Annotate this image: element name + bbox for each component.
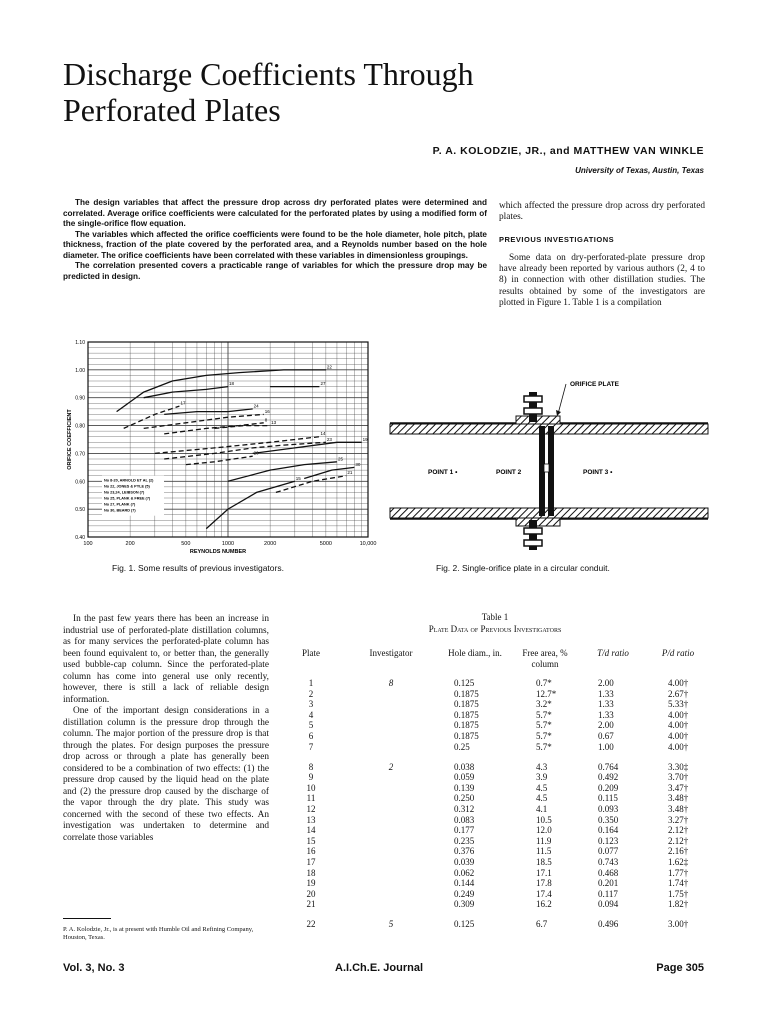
article-title xyxy=(63,56,474,128)
series-label: 24 xyxy=(253,403,259,409)
table-cell: 1.62‡ xyxy=(668,856,689,867)
table-cell: 18 xyxy=(306,867,316,878)
body-paragraph: Some data on dry-perforated-plate pressure drop have already been reported by various authors (2, 4 to 8) in connection with other distillation studies. The results obtained by some of the investigators are plotted in Figure 1. Table 1 is a compilation xyxy=(499,252,705,309)
table-row xyxy=(280,689,710,700)
x-tick-label: 200 xyxy=(125,541,135,547)
table-cell: 1.82† xyxy=(668,899,689,910)
table-header-cell: Hole diam., in. xyxy=(448,648,502,658)
table-cell: 11.9 xyxy=(536,835,552,846)
table-cell: 0.468 xyxy=(598,867,619,878)
table-header-cell: T/d ratio xyxy=(597,648,629,658)
series-label: 16 xyxy=(264,408,270,414)
table-cell: 4.1 xyxy=(536,803,548,814)
table-row xyxy=(280,878,710,889)
point-3-label: POINT 3 • xyxy=(583,469,613,476)
table-cell xyxy=(342,793,440,804)
table-cell: 16.2 xyxy=(536,899,552,910)
table-cell: 2 xyxy=(388,761,394,772)
series-label: 18 xyxy=(229,381,235,387)
footer-journal: A.I.Ch.E. Journal xyxy=(335,962,424,974)
series-line-20 xyxy=(186,456,253,464)
legend-entry: No 30, BEARD (7) xyxy=(104,508,136,513)
table-cell: 11.5 xyxy=(536,846,552,857)
y-tick-label: 0.90 xyxy=(75,395,85,402)
table-cell: 0.144 xyxy=(454,878,475,889)
figure-2-diagram xyxy=(388,372,710,562)
table-cell: 4 xyxy=(308,709,314,720)
table-cell: 3.48† xyxy=(668,793,689,804)
table-cell: 3.9 xyxy=(536,772,548,783)
table-cell: 4.00† xyxy=(668,720,689,731)
table-row xyxy=(280,783,710,794)
table-cell: 0.083 xyxy=(454,814,475,825)
orifice-plate-label: ORIFICE PLATE xyxy=(570,381,619,388)
table-cell: 0.209 xyxy=(598,782,619,793)
orifice-hole xyxy=(544,464,549,472)
table-cell: 8 xyxy=(308,761,314,772)
footer-volume: Vol. 3, No. 3 xyxy=(63,962,125,974)
table-cell: 16 xyxy=(306,846,316,857)
series-label: 21 xyxy=(347,470,353,476)
table-cell: 3.70† xyxy=(668,772,689,783)
table-cell: 0.039 xyxy=(454,856,475,867)
table-cell: 0.059 xyxy=(454,772,475,783)
table-cell: 14 xyxy=(306,825,316,836)
table-cell: 12.0 xyxy=(536,825,552,836)
table-row xyxy=(280,731,710,742)
table-cell: 1.33 xyxy=(598,709,614,720)
series-line-8 xyxy=(164,423,264,434)
table-cell: 0.062 xyxy=(454,867,475,878)
table-row xyxy=(280,889,710,900)
body-paragraph: In the past few years there has been an increase in industrial use of perforated-plate distillation columns, as for many services the perforated-plate column has been found equivalent to, or better than, the generally used bubble-cap column. Since the perforated-plate column has come into general use only recently, however, there is still a lack of reliable design information. xyxy=(63,614,269,705)
table-cell: 0.67 xyxy=(598,730,614,741)
series-label: 23 xyxy=(326,436,332,442)
table-cell: 2.67† xyxy=(668,688,689,699)
point-2-label: POINT 2 xyxy=(496,469,522,476)
title-line-2: Perforated Plates xyxy=(63,92,281,128)
table-header-cell: P/d ratio xyxy=(661,648,695,658)
table-cell: 5.7* xyxy=(536,730,552,741)
table-row xyxy=(280,825,710,836)
table-cell: 4.00† xyxy=(668,741,689,752)
body-paragraph: which affected the pressure drop across dry perforated plates. xyxy=(499,201,705,223)
table-cell: 1.75† xyxy=(668,888,689,899)
abstract xyxy=(63,198,487,282)
table-cell: 11 xyxy=(306,793,316,804)
table-cell: 12 xyxy=(306,803,316,814)
abstract-paragraph: The variables which affected the orifice coefficients were found to be the hole diameter, hole pitch, plate thickness, fraction of the plate covered by the perforated area, and a Reynolds number based on the hole diameter. The orifice coefficients have been correlated with these variables in dimensionless groupings. xyxy=(63,229,487,260)
table-cell: 1.74† xyxy=(668,878,689,889)
table-cell: 10 xyxy=(306,782,316,793)
table-cell xyxy=(342,815,440,826)
table-cell xyxy=(342,720,440,731)
x-tick-label: 5000 xyxy=(319,541,332,547)
table-cell: 0.093 xyxy=(598,803,619,814)
table-cell: 17 xyxy=(306,856,316,867)
table-cell xyxy=(342,857,440,868)
table-cell: 0.139 xyxy=(454,782,475,793)
table-cell: 3.48† xyxy=(668,803,689,814)
table-cell: 0.496 xyxy=(598,919,619,930)
table-cell: 2.16† xyxy=(668,846,689,857)
title-line-1: Discharge Coefficients Through xyxy=(63,56,474,92)
table-cell: 0.350 xyxy=(598,814,619,825)
table-cell: 2.00 xyxy=(598,720,614,731)
series-label: 19 xyxy=(362,436,368,442)
table-cell: 2.12† xyxy=(668,825,689,836)
table-label: Table 1 xyxy=(481,612,509,622)
table-row xyxy=(280,678,710,689)
table-header-cell: Investigator xyxy=(369,648,413,658)
table-cell xyxy=(342,878,440,889)
table-cell: 0.492 xyxy=(598,772,619,783)
table-cell: 3.30‡ xyxy=(668,761,689,772)
table-cell: 19 xyxy=(306,878,316,889)
table-cell: 4.00† xyxy=(668,730,689,741)
table-row xyxy=(280,899,710,910)
table-row xyxy=(280,846,710,857)
table-cell: 5.7* xyxy=(536,741,552,752)
table-cell: 0.312 xyxy=(454,803,475,814)
table-caption: Plate Data of Previous Investigators xyxy=(428,624,562,634)
table-cell: 4.00† xyxy=(668,709,689,720)
table-row xyxy=(280,836,710,847)
top-flange xyxy=(516,416,560,424)
table-cell: 21 xyxy=(306,899,316,910)
y-axis-label: ORIFICE COEFFICIENT xyxy=(67,409,73,470)
table-cell xyxy=(342,889,440,900)
footer-page: Page 305 xyxy=(656,962,704,974)
table-row xyxy=(280,910,710,930)
figure-1-caption: Fig. 1. Some results of previous investigators. xyxy=(112,563,284,573)
series-label: 13 xyxy=(271,420,277,426)
table-row xyxy=(280,857,710,868)
table-cell: 15 xyxy=(306,835,316,846)
legend-entry: No 25, PLANK & FREE (7) xyxy=(104,496,151,501)
table-cell xyxy=(342,804,440,815)
legend-entry: No 23,24, LEIBSON (7) xyxy=(104,490,145,495)
table-cell: 20 xyxy=(306,888,316,899)
table-cell: 0.25 xyxy=(454,741,470,752)
affiliation: University of Texas, Austin, Texas xyxy=(575,166,704,175)
table-cell: 0.094 xyxy=(598,899,619,910)
point-1-label: POINT 1 • xyxy=(428,469,458,476)
series-label: 8 xyxy=(264,417,268,423)
table-cell: 5.7* xyxy=(536,709,552,720)
table-cell: 0.235 xyxy=(454,835,475,846)
table-cell: 0.1875 xyxy=(454,720,479,731)
y-tick-label: 0.40 xyxy=(75,535,85,541)
x-tick-label: 100 xyxy=(83,541,93,547)
table-cell: 0.201 xyxy=(598,878,619,889)
table-cell: 0.038 xyxy=(454,761,475,772)
table-header-cell: Plate xyxy=(302,648,320,658)
table-cell: 0.309 xyxy=(454,899,475,910)
table-cell: 1 xyxy=(308,678,314,688)
table-cell xyxy=(342,825,440,836)
series-label: 17 xyxy=(180,400,186,406)
table-row xyxy=(280,793,710,804)
table-cell: 0.077 xyxy=(598,846,619,857)
table-cell: 17.8 xyxy=(536,878,552,889)
table-cell: 2 xyxy=(308,688,314,699)
table-cell: 4.3 xyxy=(536,761,548,772)
table-cell xyxy=(342,710,440,721)
table-cell: 5 xyxy=(308,720,314,731)
series-label: 27 xyxy=(320,381,326,387)
figure-1-chart xyxy=(63,334,383,560)
table-cell: 3.27† xyxy=(668,814,689,825)
x-tick-label: 500 xyxy=(181,541,191,547)
table-cell: 0.115 xyxy=(598,793,618,804)
table-row xyxy=(280,710,710,721)
table-cell xyxy=(342,836,440,847)
table-cell: 6.7 xyxy=(536,919,548,930)
series-line-16 xyxy=(144,414,264,428)
table-cell: 2.12† xyxy=(668,835,689,846)
table-cell: 10.5 xyxy=(536,814,552,825)
table-row xyxy=(280,815,710,826)
table-cell: 18.5 xyxy=(536,856,552,867)
table-cell: 0.764 xyxy=(598,761,619,772)
series-line-22 xyxy=(117,370,326,412)
table-header-cell: Free area, % column xyxy=(522,648,568,669)
series-label: 15 xyxy=(295,475,301,481)
table-cell: 3.47† xyxy=(668,782,689,793)
table-cell: 12.7* xyxy=(536,688,557,699)
legend-entry: No 27, PLANK (7) xyxy=(104,502,136,507)
legend-entry: No 22, JONES & PYLE (5) xyxy=(104,484,150,489)
table-cell: 0.7* xyxy=(536,678,552,688)
series-label: 14 xyxy=(320,431,326,437)
table-cell: 1.77† xyxy=(668,867,689,878)
table-cell: 5.7* xyxy=(536,720,552,731)
table-cell: 0.1875 xyxy=(454,730,479,741)
series-label: 30 xyxy=(355,461,361,467)
table-cell: 0.1875 xyxy=(454,709,479,720)
series-label: 25 xyxy=(337,456,343,462)
table-cell: 0.249 xyxy=(454,888,475,899)
series-label: 20 xyxy=(253,450,259,456)
table-cell: 3.2* xyxy=(536,699,552,710)
series-line-15 xyxy=(206,481,294,528)
series-label: 22 xyxy=(326,364,332,370)
table-cell: 22 xyxy=(306,919,316,930)
introduction-text xyxy=(63,614,269,844)
authors: P. A. KOLODZIE, JR., and MATTHEW VAN WINKLE xyxy=(432,145,704,157)
table-cell: 0.125 xyxy=(454,678,475,688)
table-cell xyxy=(342,689,440,700)
x-tick-label: 1000 xyxy=(221,541,235,547)
body-paragraph: One of the important design considerations in a distillation column is the pressure drop through the column. The major portion of the pressure drop is that through the plates. For design purposes the pressure drop across or through a plate has generally been considered to be a combination of two effects: (1) the pressure drop caused by the liquid head on the plate and (2) the pressure drop caused by the discharge of the vapor through the dry plate. This study was concerned with the second of these two effects. An investigation was undertaken to determine and correlate those variables xyxy=(63,706,269,843)
table-cell: 17.1 xyxy=(536,867,552,878)
right-column-text xyxy=(499,201,705,309)
table-cell: 1.00 xyxy=(598,741,614,752)
table-cell xyxy=(342,899,440,910)
bottom-flange xyxy=(516,518,560,526)
table-row xyxy=(280,752,710,772)
table-cell: 0.125 xyxy=(454,919,475,930)
abstract-paragraph: The design variables that affect the pressure drop across dry perforated plates were determined and correlated. Average orifice coefficients were calculated for the perforated plates by using a modified form of the single-orifice flow equation. xyxy=(63,198,487,228)
y-tick-label: 0.50 xyxy=(75,507,85,514)
x-axis-label: REYNOLDS NUMBER xyxy=(189,549,247,555)
table-cell: 9 xyxy=(308,772,314,783)
table-cell xyxy=(342,868,440,879)
table-cell: 7 xyxy=(308,741,314,752)
footnote-rule xyxy=(63,918,111,919)
table-cell: 0.164 xyxy=(598,825,619,836)
table-cell: 8 xyxy=(388,678,394,688)
table-cell: 2.00 xyxy=(598,678,614,688)
table-title xyxy=(280,612,710,634)
table-cell: 4.5 xyxy=(536,793,548,804)
table-cell: 1.33 xyxy=(598,699,614,710)
table-cell: 3.00† xyxy=(668,919,689,930)
y-tick-label: 0.80 xyxy=(75,423,85,430)
y-tick-label: 1.00 xyxy=(75,367,85,374)
table-row xyxy=(280,742,710,753)
table-cell: 0.1875 xyxy=(454,688,479,699)
table-cell xyxy=(342,742,440,753)
table-cell: 4.00† xyxy=(668,678,689,688)
table-cell: 3 xyxy=(308,699,314,710)
table-cell: 0.250 xyxy=(454,793,475,804)
table-row xyxy=(280,804,710,815)
figure-2-caption: Fig. 2. Single-orifice plate in a circular conduit. xyxy=(436,563,610,573)
table-row xyxy=(280,720,710,731)
table-cell xyxy=(342,699,440,710)
table-cell: 0.743 xyxy=(598,856,619,867)
table-cell: 0.123 xyxy=(598,835,619,846)
y-tick-label: 1.10 xyxy=(75,340,85,346)
table-cell xyxy=(342,731,440,742)
x-tick-label: 10,000 xyxy=(359,541,377,547)
plate-data-table xyxy=(280,648,710,930)
table-cell: 0.177 xyxy=(454,825,475,836)
x-tick-label: 2000 xyxy=(264,541,277,547)
table-cell: 0.1875 xyxy=(454,699,479,710)
table-cell xyxy=(342,846,440,857)
table-cell: 17.4 xyxy=(536,888,552,899)
table-cell xyxy=(342,783,440,794)
table-row xyxy=(280,868,710,879)
series-line-24 xyxy=(164,409,253,415)
table-cell: 6 xyxy=(308,730,314,741)
table-cell: 1.33 xyxy=(598,688,614,699)
table-cell: 13 xyxy=(306,814,316,825)
table-cell: 0.376 xyxy=(454,846,475,857)
y-tick-label: 0.60 xyxy=(75,479,85,486)
table-row xyxy=(280,772,710,783)
table-row xyxy=(280,699,710,710)
table-cell: 5 xyxy=(388,919,394,930)
legend-entry: No 8-20, ARNOLD ET AL (2) xyxy=(104,478,154,483)
table-cell: 4.5 xyxy=(536,782,548,793)
footnote: P. A. Kolodzie, Jr., is at present with Humble Oil and Refining Company, Houston, Texas. xyxy=(63,926,254,941)
abstract-paragraph: The correlation presented covers a practicable range of variables for which the pressure drop may be predicted in design. xyxy=(63,261,487,281)
table-cell: 5.33† xyxy=(668,699,689,710)
section-heading: PREVIOUS INVESTIGATIONS xyxy=(499,234,615,244)
table-cell xyxy=(342,772,440,783)
table-cell: 0.117 xyxy=(598,888,618,899)
y-tick-label: 0.70 xyxy=(75,451,85,458)
